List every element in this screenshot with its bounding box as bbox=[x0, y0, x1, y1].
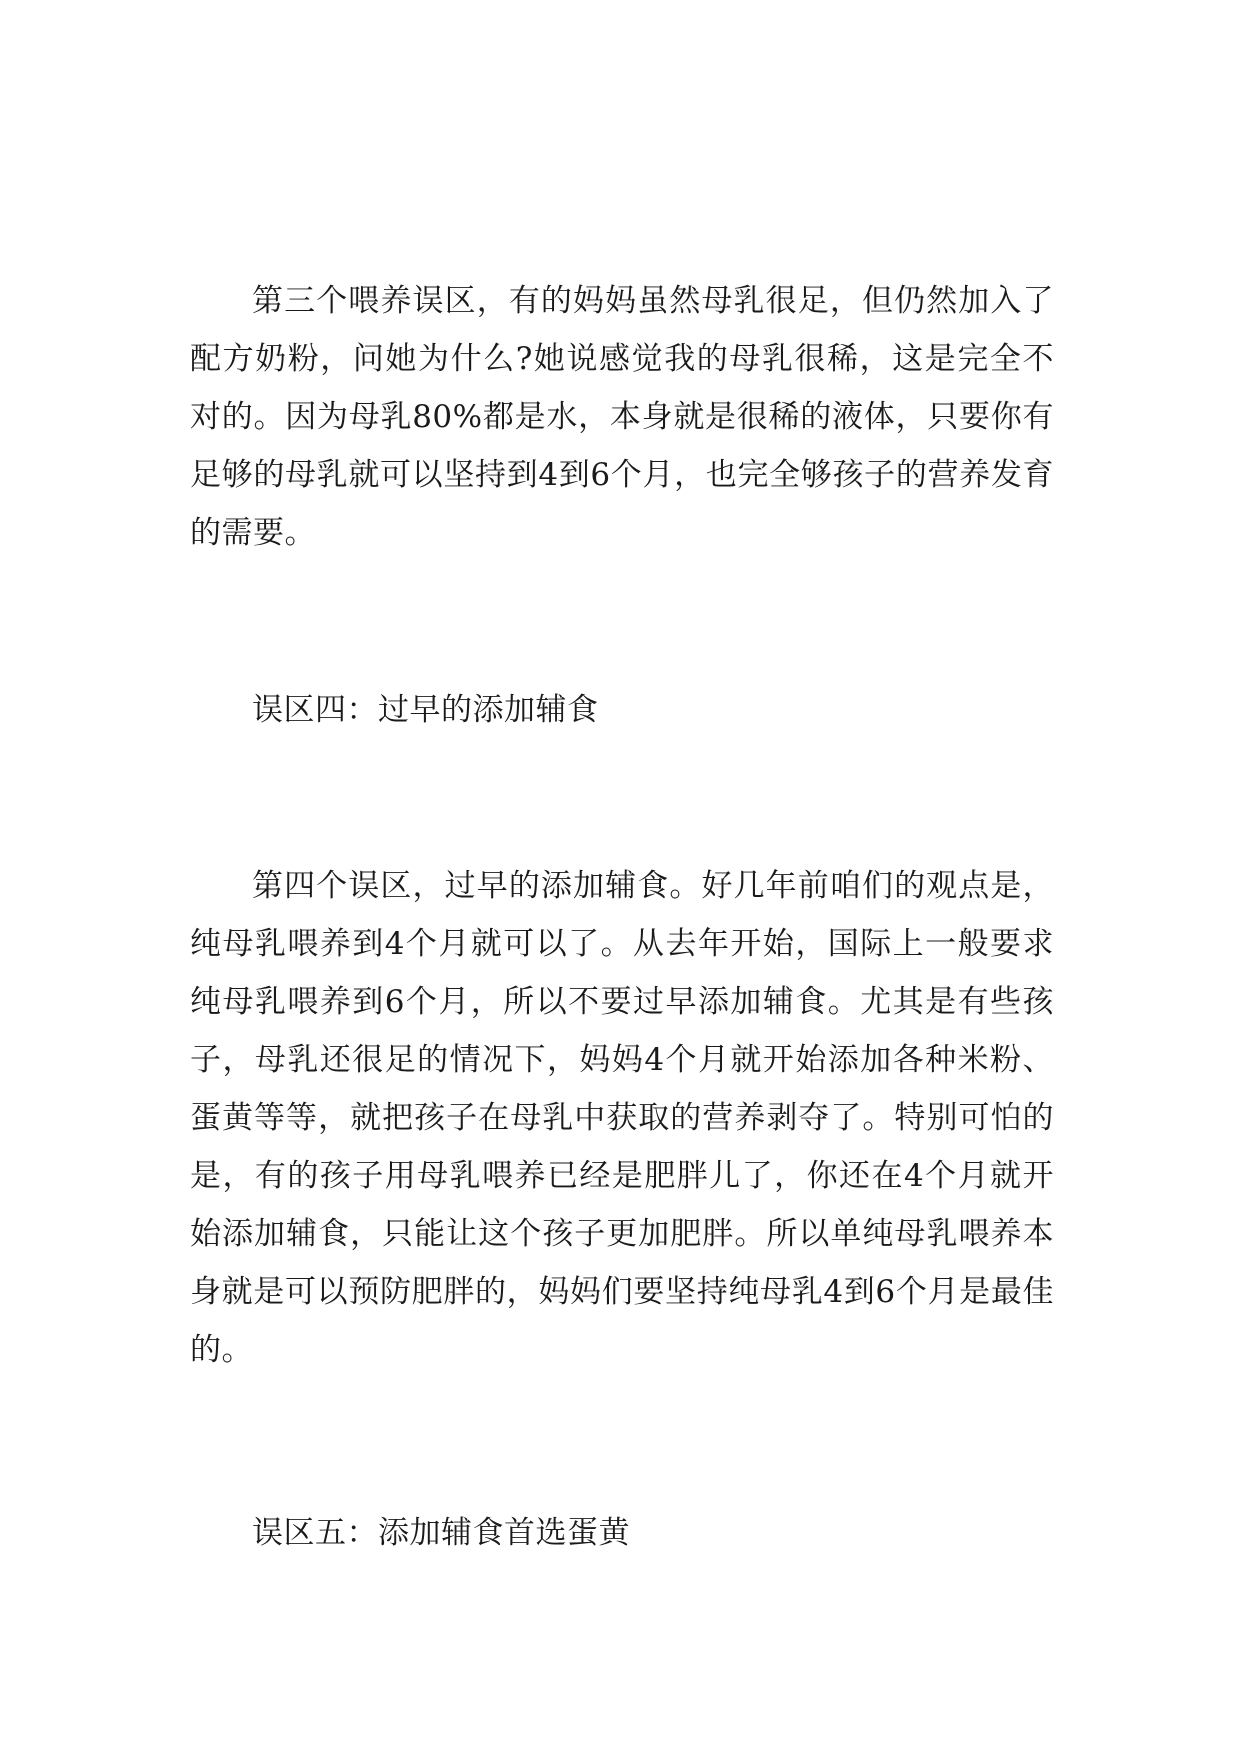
paragraph-misconception-3: 第三个喂养误区，有的妈妈虽然母乳很足，但仍然加入了配方奶粉，问她为什么?她说感觉我的母乳很稀，这是完全不对的。因为母乳80%都是水，本身就是很稀的液体，只要你有足够的母乳就可以坚持到4到6个月，也完全够孩子的营养发育的需要。 bbox=[190, 283, 1054, 551]
paragraph-misconception-4: 第四个误区，过早的添加辅食。好几年前咱们的观点是，纯母乳喂养到4个月就可以了。从去年开始，国际上一般要求纯母乳喂养到6个月，所以不要过早添加辅食。尤其是有些孩子，母乳还很足的情况下，妈妈4个月就开始添加各种米粉、蛋黄等等，就把孩子在母乳中获取的营养剥夺了。特别可怕的是，有的孩子用母乳喂养已经是肥胖儿了，你还在4个月就开始添加辅食，只能让这个孩子更加肥胖。所以单纯母乳喂养本身就是可以预防肥胖的，妈妈们要坚持纯母乳4到6个月是最佳的。 bbox=[190, 868, 1054, 1368]
heading-misconception-4: 误区四：过早的添加辅食 bbox=[252, 692, 599, 728]
heading-misconception-5: 误区五：添加辅食首选蛋黄 bbox=[252, 1515, 630, 1551]
